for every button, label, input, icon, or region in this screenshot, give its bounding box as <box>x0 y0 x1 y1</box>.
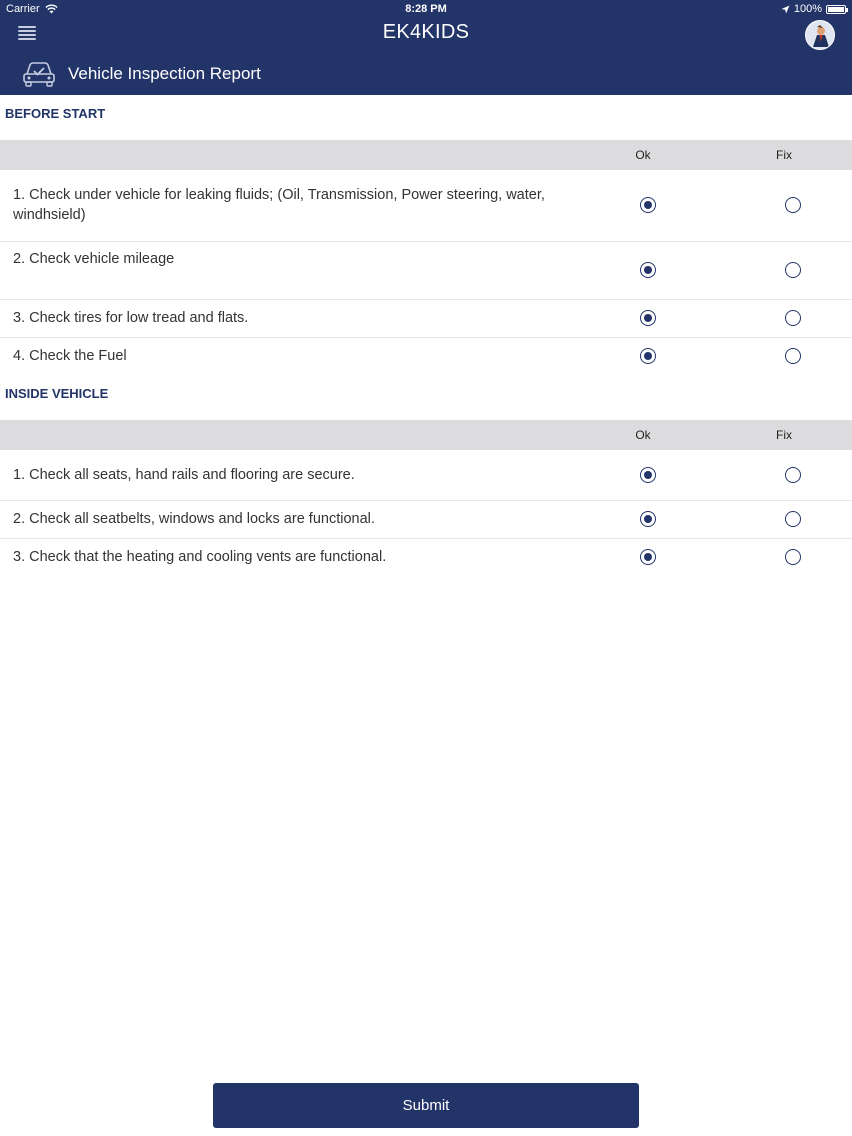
column-header <box>0 140 852 170</box>
radio-ok[interactable] <box>640 549 656 565</box>
radio-ok[interactable] <box>640 467 656 483</box>
section-title-inside-vehicle: INSIDE VEHICLE <box>5 386 109 401</box>
radio-ok[interactable] <box>640 197 656 213</box>
column-header-fix: Fix <box>776 428 792 442</box>
carrier-label: Carrier <box>6 3 40 15</box>
radio-ok[interactable] <box>640 262 656 278</box>
column-header-fix: Fix <box>776 148 792 162</box>
app-header <box>0 0 852 95</box>
radio-fix[interactable] <box>785 511 801 527</box>
checklist-row <box>0 170 852 242</box>
radio-fix[interactable] <box>785 310 801 326</box>
checklist-item-label: 2. Check vehicle mileage <box>13 251 175 267</box>
checklist-row <box>0 242 852 300</box>
checklist-item-label: 2. Check all seatbelts, windows and locks are functional. <box>13 511 375 527</box>
checklist-row <box>0 539 852 577</box>
status-bar <box>0 0 852 18</box>
checklist-row <box>0 450 852 501</box>
radio-ok[interactable] <box>640 511 656 527</box>
status-time: 8:28 PM <box>405 3 447 15</box>
user-avatar-icon <box>806 21 835 50</box>
radio-ok[interactable] <box>640 310 656 326</box>
radio-fix[interactable] <box>785 467 801 483</box>
app-title: EK4KIDS <box>382 21 470 43</box>
submit-button[interactable]: Submit <box>213 1083 639 1128</box>
radio-ok[interactable] <box>640 348 656 364</box>
column-header-ok: Ok <box>635 148 651 162</box>
checklist-row <box>0 338 852 376</box>
radio-fix[interactable] <box>785 348 801 364</box>
avatar[interactable] <box>805 20 835 50</box>
radio-fix[interactable] <box>785 197 801 213</box>
page-title: Vehicle Inspection Report <box>68 64 261 83</box>
checklist-item-label: 1. Check under vehicle for leaking fluids; (Oil, Transmission, Power steering, water, windhsield) <box>13 187 545 223</box>
battery-percent: 100% <box>793 3 822 15</box>
car-check-icon <box>22 60 56 88</box>
radio-fix[interactable] <box>785 549 801 565</box>
checklist-item-label: 1. Check all seats, hand rails and flooring are secure. <box>13 467 355 483</box>
radio-fix[interactable] <box>785 262 801 278</box>
checklist-row <box>0 300 852 338</box>
column-header <box>0 420 852 450</box>
checklist-item-label: 4. Check the Fuel <box>13 348 127 364</box>
section-title-before-start: BEFORE START <box>5 106 106 121</box>
location-arrow-icon <box>781 5 790 14</box>
status-right <box>781 3 846 15</box>
checklist-item-label: 3. Check that the heating and cooling vents are functional. <box>13 549 387 565</box>
battery-icon <box>826 5 846 14</box>
checklist-row <box>0 501 852 539</box>
column-header-ok: Ok <box>635 428 651 442</box>
checklist-item-label: 3. Check tires for low tread and flats. <box>13 310 249 326</box>
